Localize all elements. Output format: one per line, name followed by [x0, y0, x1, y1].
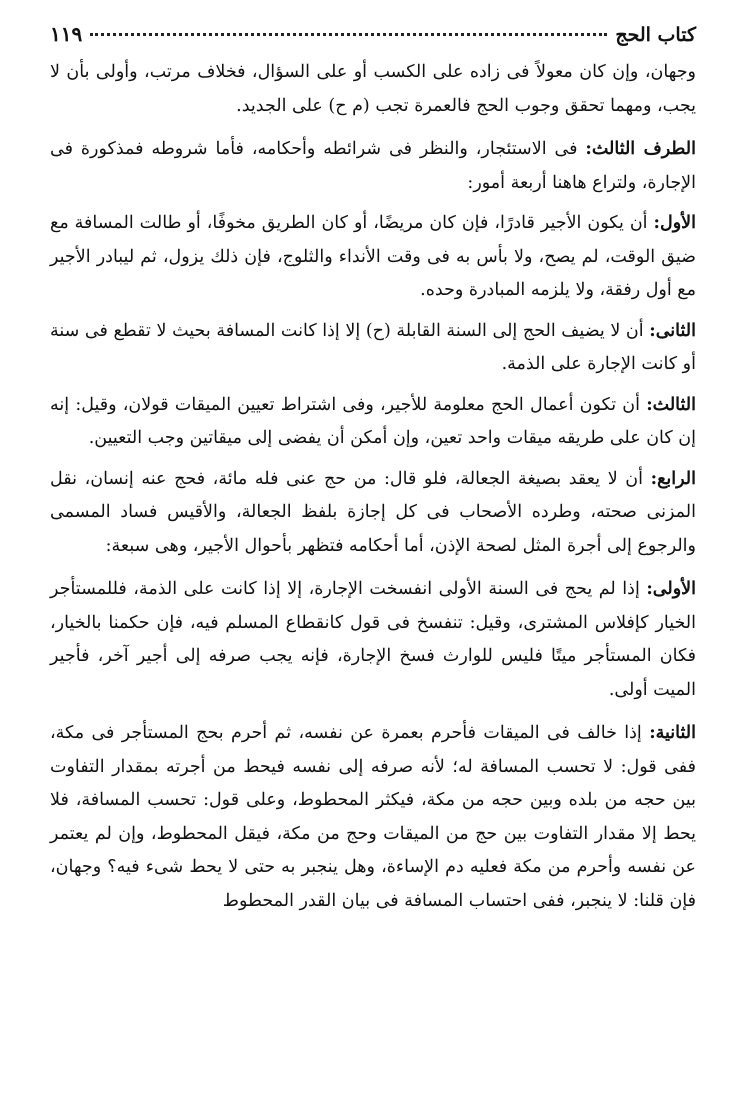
paragraph-lead: الرابع: [650, 468, 696, 489]
paragraph-lead: الثانية: [649, 723, 696, 743]
paragraph-text: فى الاستئجار، والنظر فى شرائطه وأحكامه، فأما شروطه فمذكورة فى الإجارة، ولتراع هاهنا أربعة أمور: [50, 139, 696, 193]
paragraph-continuation [50, 56, 696, 123]
paragraph-text: أن تكون أعمال الحج معلومة للأجير، وفى اشتراط تعيين الميقات قولان، وقيل: إنه إن كان على طريقه ميقات واحد تعين، وإن أمكن أن يفضى إلى ميقاتين وجب التعيين. [50, 394, 696, 448]
paragraph-lead: الأولى: [646, 579, 696, 599]
paragraph-third-condition [50, 389, 696, 456]
paragraph-second-ruling [50, 717, 696, 918]
paragraph-fourth-condition [50, 463, 696, 564]
header-dot-leader [90, 33, 607, 36]
paragraph-lead: الطرف الثالث: [585, 139, 696, 159]
paragraph-first-ruling [50, 573, 696, 707]
paragraph-lead: الثانى: [649, 320, 696, 341]
paragraph-third-part [50, 133, 696, 200]
paragraph-first-condition [50, 207, 696, 308]
paragraph-text: إذا خالف فى الميقات فأحرم بعمرة عن نفسه، ثم أحرم بحج المستأجر فى مكة، ففى قول: لا تحسب المسافة له؛ لأنه صرفه إلى نفسه فيحط من أجرته بمقدار التفاوت بين حجه من بلده وبين حجه من مكة، فيكثر المحطوط، وعلى قول: تحسب المسافة، فلا يحط إلا مقدار التفاوت بين حج من الميقات وحج من مكة، فيقل المحطوط، وإن لم يعتمر عن نفسه وأحرم من مكة فعليه دم الإساءة، وهل ينجبر به حتى لا يحط شىء فيه؟ وجهان، فإن قلنا: لا ينجبر، ففى احتساب المسافة فى بيان القدر المحطوط [50, 723, 696, 911]
page-number: ١١٩ [50, 22, 83, 46]
paragraph-text: إذا لم يحج فى السنة الأولى انفسخت الإجارة، إلا إذا كانت على الذمة، فللمستأجر الخيار كإفلاس المشترى، وقيل: تنفسخ فى قول كانقطاع المسلم فيه، فإن حكمنا بالخيار، فكان المستأجر ميتًا فليس للوارث فسخ الإجارة، فإنه يجب صرفه إلى أجير آخر، فأجير الميت أولى. [50, 579, 696, 700]
paragraph-lead: الأول: [653, 213, 696, 233]
paragraph-lead: الثالث: [646, 394, 696, 415]
paragraph-text: أن يكون الأجير قادرًا، فإن كان مريضًا، أو كان الطريق مخوفًا، أو طالت المسافة مع ضيق الوقت، لم يصح، ولا بأس به فى وقت الأنداء والثلوج، فإن ذلك يزول، ثم ليبادر الأجير مع أول رفقة، ولا يلزمه المبادرة وحده. [50, 213, 696, 300]
book-title: كتاب الحج [615, 24, 696, 46]
running-header [50, 22, 696, 56]
paragraph-second-condition [50, 315, 696, 382]
paragraph-text: أن لا يعقد بصيغة الجعالة، فلو قال: من حج عنى فله مائة، فحج عنه إنسان، نقل المزنى صحته، وطرده الأصحاب فى كل إجازة بلفظ الجعالة، والأقيس فساد المسمى والرجوع إلى أجرة المثل لصحة الإذن، أما أحكامه فتظهر بأحوال الأجير، وهى سبعة: [50, 468, 696, 556]
document-page [50, 22, 696, 918]
paragraph-text: وجهان، وإن كان معولاً فى زاده على الكسب أو على السؤال، فخلاف مرتب، وأولى بأن لا يجب، ومهما تحقق وجوب الحج فالعمرة تجب (م ح) على الجديد. [50, 62, 696, 116]
paragraph-text: أن لا يضيف الحج إلى السنة القابلة (ح) إلا إذا كانت المسافة بحيث لا تقطع فى سنة أو كانت الإجارة على الذمة. [50, 320, 696, 374]
